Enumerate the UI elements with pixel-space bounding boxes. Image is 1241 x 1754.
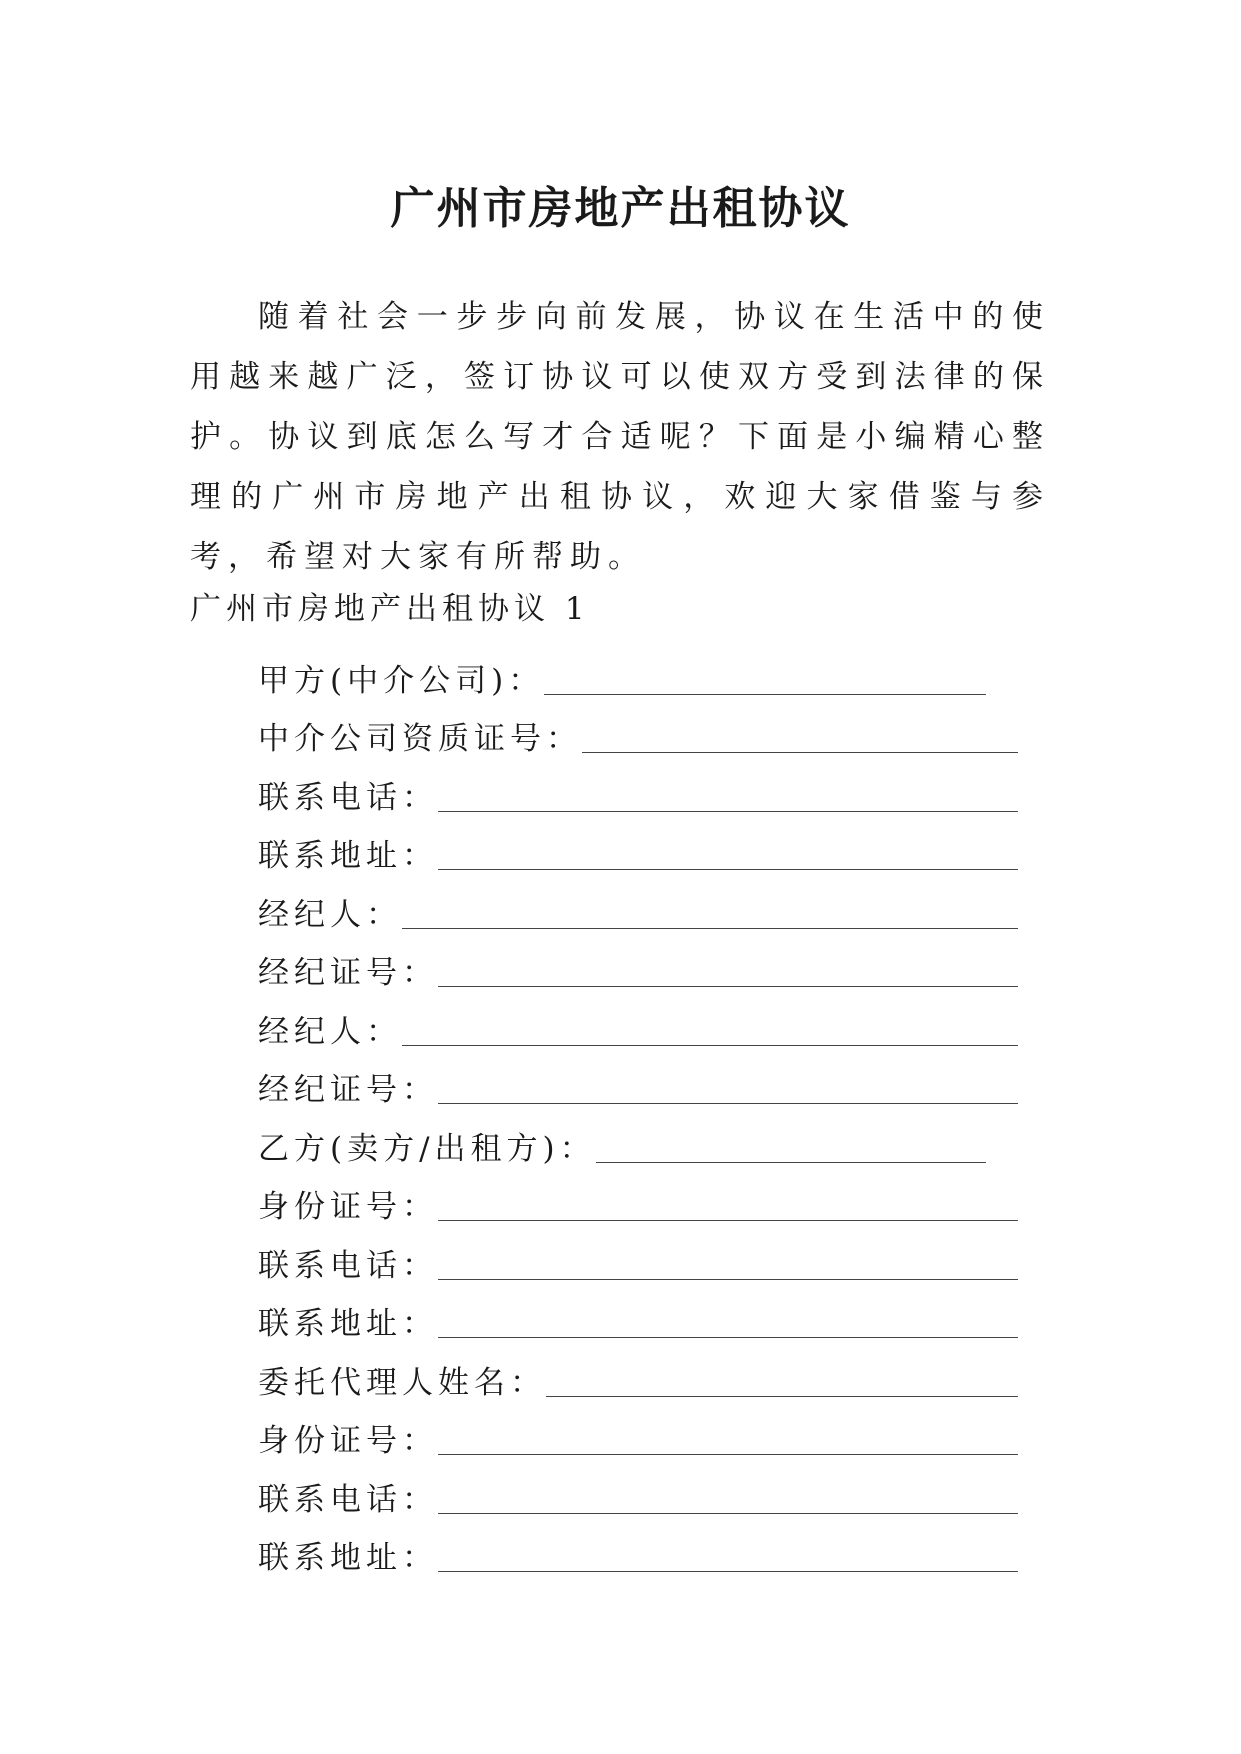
form-field <box>258 1405 1018 1464</box>
field-label: 联系电话： <box>258 779 438 816</box>
field-label: 中介公司资质证号： <box>258 721 582 757</box>
field-label: 联系电话： <box>258 1481 438 1518</box>
field-label: 联系地址： <box>258 1306 438 1342</box>
fill-in-blank-line[interactable] <box>546 1370 1018 1397</box>
fill-in-blank-line[interactable] <box>402 902 1018 929</box>
field-label: 经纪人： <box>258 896 402 933</box>
fill-in-blank-line[interactable] <box>438 1487 1018 1514</box>
fill-in-blank-line[interactable] <box>402 1019 1018 1046</box>
field-label: 联系电话： <box>258 1247 438 1284</box>
form-field <box>258 820 1018 879</box>
fill-in-blank-line[interactable] <box>438 1311 1018 1338</box>
field-label: 经纪人： <box>258 1013 402 1050</box>
form-field <box>258 644 1018 703</box>
fill-in-blank-line[interactable] <box>438 1077 1018 1104</box>
form-field-list <box>258 644 1018 1580</box>
section-heading: 广州市房地产出租协议 1 <box>190 591 590 627</box>
field-label: 经纪证号： <box>258 1072 438 1108</box>
fill-in-blank-line[interactable] <box>438 1194 1018 1221</box>
form-field <box>258 1171 1018 1230</box>
field-label: 委托代理人姓名： <box>258 1364 546 1401</box>
fill-in-blank-line[interactable] <box>438 1545 1018 1572</box>
fill-in-blank-line[interactable] <box>438 1428 1018 1455</box>
field-label: 身份证号： <box>258 1189 438 1225</box>
form-field <box>258 761 1018 820</box>
form-field <box>258 1463 1018 1522</box>
field-label: 甲方(中介公司)： <box>258 662 545 699</box>
form-field <box>258 937 1018 996</box>
fill-in-blank-line[interactable] <box>438 1253 1018 1280</box>
fill-in-blank-line[interactable] <box>582 726 1018 753</box>
page-title: 广州市房地产出租协议 <box>390 183 851 235</box>
form-field <box>258 703 1018 762</box>
form-field <box>258 1054 1018 1113</box>
field-label: 联系地址： <box>258 1540 438 1576</box>
fill-in-blank-line[interactable] <box>596 1136 986 1163</box>
form-field <box>258 1522 1018 1581</box>
field-label: 经纪证号： <box>258 955 438 991</box>
form-field <box>258 1229 1018 1288</box>
intro-paragraph: 随着社会一步步向前发展，协议在生活中的使用越来越广泛，签订协议可以使双方受到法律的保护。协议到底怎么写才合适呢？下面是小编精心整理的广州市房地产出租协议，欢迎大家借鉴与参考，希望对大家有所帮助。 <box>190 299 1050 575</box>
form-field <box>258 995 1018 1054</box>
form-field <box>258 878 1018 937</box>
form-field <box>258 1288 1018 1347</box>
fill-in-blank-line[interactable] <box>544 668 986 695</box>
field-label: 身份证号： <box>258 1423 438 1459</box>
fill-in-blank-line[interactable] <box>438 785 1018 812</box>
fill-in-blank-line[interactable] <box>438 843 1018 870</box>
form-field <box>258 1112 1018 1171</box>
form-field <box>258 1346 1018 1405</box>
field-label: 乙方(卖方/出租方)： <box>258 1130 596 1167</box>
field-label: 联系地址： <box>258 838 438 874</box>
fill-in-blank-line[interactable] <box>438 960 1018 987</box>
